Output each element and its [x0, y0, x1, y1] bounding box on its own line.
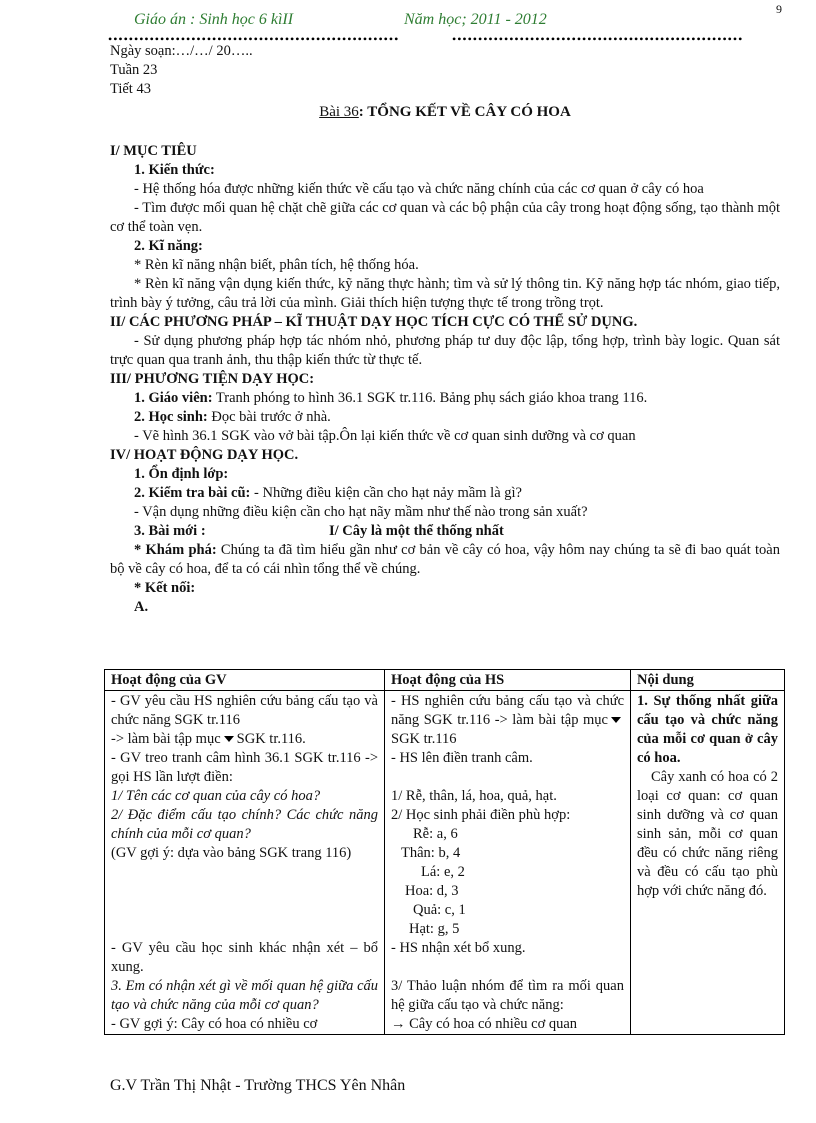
gv-line: -> làm bài tập mục SGK tr.116. [111, 731, 306, 747]
kiem-tra-label: 2. Kiểm tra bài cũ: [134, 485, 251, 501]
gv-cell [105, 691, 385, 1035]
header-gv: Hoạt động của GV [105, 670, 385, 691]
activity-table [104, 669, 785, 1035]
marker-a: A. [134, 599, 149, 615]
hs-map-item: Rễ: a, 6 [413, 826, 458, 842]
giao-vien-text: Tranh phóng to hình 36.1 SGK tr.116. Bảng phụ sách giáo khoa trang 116. [212, 390, 648, 406]
section-2-text: - Sử dụng phương pháp hợp tác nhóm nhỏ, phương pháp tư duy độc lập, tổng hợp, trình bày logic. Quan sát trực quan qua tranh ảnh, thu thập kiến thức từ thực tế. [110, 333, 780, 368]
kham-pha-label: * Khám phá: [134, 542, 217, 558]
giao-vien-line [110, 389, 780, 408]
bai-moi-line [110, 522, 780, 541]
hs-answer: → Cây có hoa có nhiều cơ quan [391, 1016, 578, 1032]
hs-line: - HS lên điền tranh câm. [391, 750, 533, 766]
header-right: Năm học; 2011 - 2012 [404, 11, 547, 28]
page-mark: 9 [776, 2, 782, 16]
muc-1-heading: I/ Cây là một thể thống nhất [329, 523, 504, 539]
header-divider-left: •••••••••••••••••••••••••••••••••••••••••••••••••••••••• [108, 32, 400, 46]
kiem-tra-line-2: - Vận dụng những điều kiện cần cho hạt nãy mầm như thế nào trong sản xuất? [134, 504, 588, 520]
gv-question: 1/ Tên các cơ quan của cây có hoa? [111, 788, 321, 804]
noi-dung-cell [631, 691, 785, 1035]
gv-line: - GV yêu cầu HS nghiên cứu bảng cấu tạo và chức năng SGK tr.116 [111, 693, 378, 728]
hs-answer: 2/ Học sinh phải điền phù hợp: [391, 807, 571, 823]
kien-thuc-heading: 1. Kiến thức: [134, 162, 215, 178]
document-body [110, 42, 780, 617]
hs-cell [385, 691, 631, 1035]
kiem-tra-text: - Những điều kiện cần cho hạt nảy mầm là gì? [250, 485, 522, 501]
ket-noi: * Kết nối: [134, 580, 196, 596]
lesson-number: Bài 36 [319, 104, 359, 120]
kien-thuc-1: - Hệ thống hóa được những kiến thức về cấu tạo và chức năng chính của các cơ quan ở cây có hoa [134, 181, 704, 197]
header-noi-dung: Nội dung [631, 670, 785, 691]
kien-thuc-2: - Tìm được mối quan hệ chặt chẽ giữa các cơ quan và các bộ phận của cây trong hoạt động sống, tạo thành một cơ thể toàn vẹn. [110, 200, 780, 235]
bai-moi-label: 3. Bài mới : [134, 523, 206, 539]
hs-line: - HS nhận xét bổ xung. [391, 940, 526, 956]
section-4-heading: IV/ HOẠT ĐỘNG DẠY HỌC. [110, 447, 299, 463]
footer: G.V Trần Thị Nhật - Trường THCS Yên Nhân [110, 1077, 406, 1094]
hs-line: - HS nghiên cứu bảng cấu tạo và chức năng SGK tr.116 -> làm bài tập mụcSGK tr.116 [391, 693, 624, 747]
section-1-heading: I/ MỤC TIÊU [110, 143, 197, 159]
lesson-title-text: : TỔNG KẾT VỀ CÂY CÓ HOA [358, 104, 571, 120]
gv-question: 3. Em có nhận xét gì về mối quan hệ giữa cấu tạo và chức năng của mỗi cơ quan? [111, 978, 378, 1013]
kiem-tra-line [110, 484, 780, 503]
hs-answer: 1/ Rễ, thân, lá, hoa, quả, hạt. [391, 788, 557, 804]
giao-vien-label: 1. Giáo viên: [134, 390, 213, 406]
hs-map-item: Hoa: d, 3 [405, 883, 459, 899]
table-header-row [105, 670, 785, 691]
ki-nang-2: * Rèn kĩ năng vận dụng kiến thức, kỹ năng thực hành; tìm và sử lý thông tin. Kỹ năng hợp tác nhóm, giao tiếp, trình bày ý tưởng, câu trả lời của mình. Giải thích hiện tượng thực tế trong trồng trọt. [110, 276, 780, 311]
hoc-sinh-line-2: - Vẽ hình 36.1 SGK vào vở bài tập.Ôn lại kiến thức về cơ quan sinh dưỡng và cơ quan [134, 428, 636, 444]
kham-pha-text: Chúng ta đã tìm hiểu gần như cơ bản về cây có hoa, vậy hôm nay chúng ta sẽ đi bao quát toàn bộ về cây có hoa, để ta có cái nhìn tổng thể về chúng. [110, 542, 780, 577]
gv-question: 2/ Đặc điểm cấu tạo chính? Các chức năng chính của mỗi cơ quan? [111, 807, 378, 842]
hs-map-item: Quả: c, 1 [413, 902, 466, 918]
hs-answer: 3/ Thảo luận nhóm để tìm ra mối quan hệ giữa cấu tạo và chức năng: [391, 978, 624, 1013]
kham-pha-line [110, 541, 780, 579]
hoc-sinh-text: Đọc bài trước ở nhà. [207, 409, 331, 425]
ki-nang-heading: 2. Kĩ năng: [134, 238, 203, 254]
gv-line: - GV treo tranh câm hình 36.1 SGK tr.116 -> gọi HS lần lượt điền: [111, 750, 378, 785]
hoc-sinh-label: 2. Học sinh: [134, 409, 208, 425]
hs-map-item: Lá: e, 2 [421, 864, 465, 880]
table-row [105, 691, 785, 1035]
gv-hint: (GV gợi ý: dựa vào bảng SGK trang 116) [111, 845, 352, 861]
header-divider-right: •••••••••••••••••••••••••••••••••••••••••••••••••••••••• [452, 32, 744, 46]
triangle-down-icon [224, 736, 234, 742]
noi-dung-title: 1. Sự thống nhất giữa cấu tạo và chức năng của mỗi cơ quan ở cây có hoa. [637, 693, 778, 766]
triangle-down-icon [611, 717, 621, 723]
hs-map-item: Thân: b, 4 [401, 845, 461, 861]
hs-map-item: Hạt: g, 5 [409, 921, 460, 937]
tuan: Tuần 23 [110, 62, 158, 78]
ngay-soan: Ngày soạn:…/…/ 20….. [110, 43, 253, 59]
on-dinh-lop: 1. Ổn định lớp: [134, 466, 229, 482]
ki-nang-1: * Rèn kĩ năng nhận biết, phân tích, hệ thống hóa. [134, 257, 419, 273]
tiet: Tiết 43 [110, 81, 151, 97]
section-3-heading: III/ PHƯƠNG TIỆN DẠY HỌC: [110, 371, 315, 387]
gv-line: - GV yêu cầu học sinh khác nhận xét – bổ xung. [111, 940, 378, 975]
header-hs: Hoạt động của HS [385, 670, 631, 691]
hoc-sinh-line [110, 408, 780, 427]
gv-hint: - GV gợi ý: Cây có hoa có nhiều cơ [111, 1016, 318, 1032]
header-left: Giáo án : Sinh học 6 kìII [134, 11, 294, 28]
lesson-title [110, 103, 780, 122]
section-2-heading: II/ CÁC PHƯƠNG PHÁP – KĨ THUẬT DẠY HỌC TÍCH CỰC CÓ THỂ SỬ DỤNG. [110, 314, 638, 330]
noi-dung-body: Cây xanh có hoa có 2 loại cơ quan: cơ quan sinh dưỡng và cơ quan sinh sản, mỗi cơ quan đều có chức năng riêng và đều có cấu tạo phù hợp với chức năng đó. [637, 769, 778, 899]
